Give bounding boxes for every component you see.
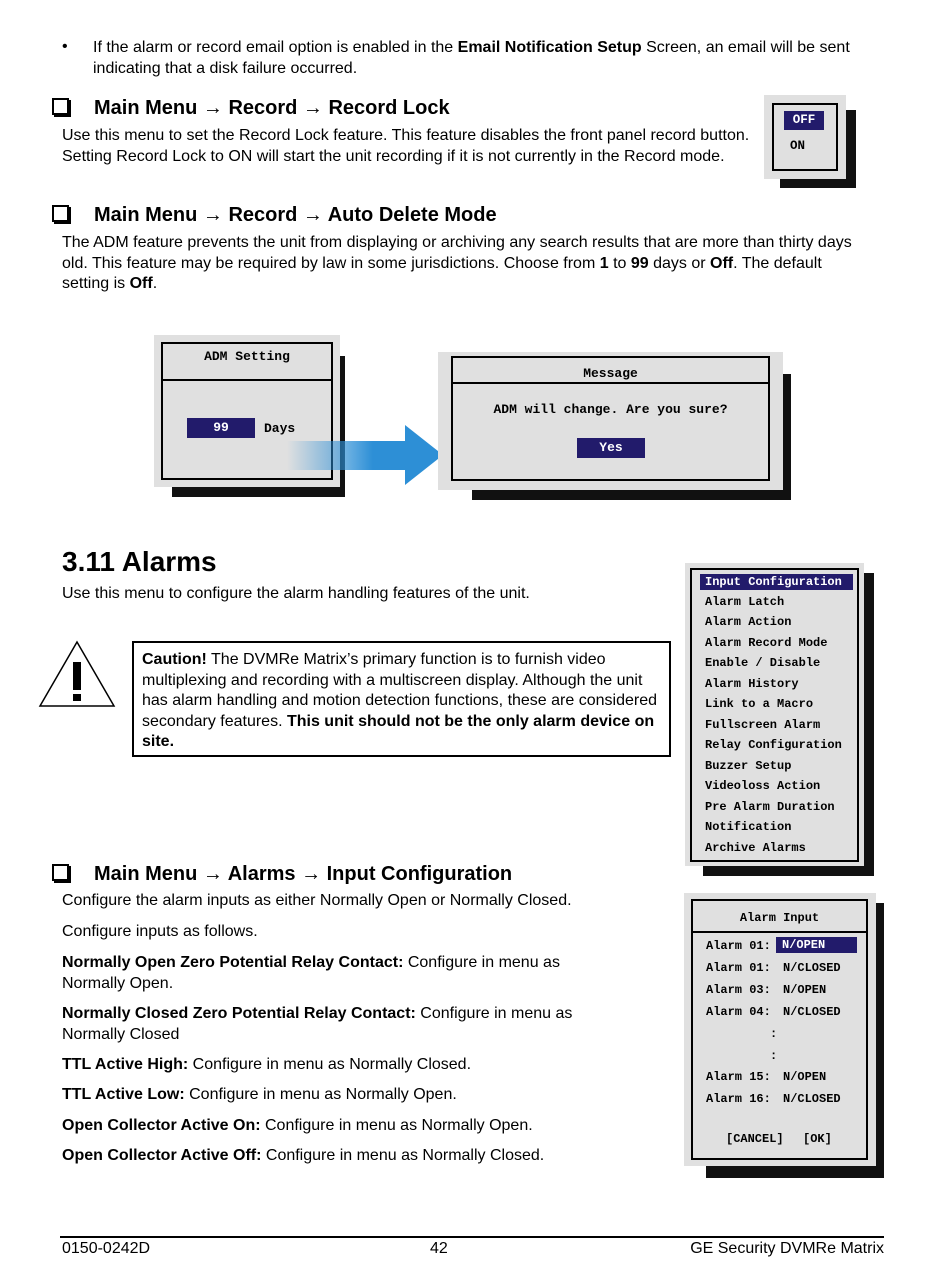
menu-item-fullscreen-alarm[interactable]: Fullscreen Alarm	[705, 718, 821, 732]
alarm-input-row-value[interactable]: N/CLOSED	[783, 961, 841, 975]
adm-setting-divider	[163, 379, 331, 381]
menu-item-enable-disable[interactable]: Enable / Disable	[705, 656, 821, 670]
menu-item-pre-alarm-duration[interactable]: Pre Alarm Duration	[705, 800, 835, 814]
menu-item-input-configuration[interactable]: Input Configuration	[700, 574, 853, 590]
cancel-button[interactable]: [CANCEL]	[726, 1132, 784, 1146]
message-dialog-title: Message	[583, 366, 638, 381]
alarm-input-ellipsis: :	[770, 1027, 778, 1041]
input-config-item: Normally Open Zero Potential Relay Contact: Configure in menu as Normally Open.	[62, 954, 560, 992]
alarm-input-row-value[interactable]: N/OPEN	[776, 937, 857, 953]
alarm-input-title: Alarm Input	[739, 911, 820, 925]
input-config-item: TTL Active Low: Configure in menu as Normally Open.	[62, 1086, 457, 1103]
footer-rule	[60, 1236, 884, 1238]
option-on[interactable]: ON	[790, 139, 806, 153]
alarm-input-row-label: Alarm 01:	[706, 961, 771, 975]
menu-item-relay-configuration[interactable]: Relay Configuration	[705, 738, 842, 752]
alarms-section-title: 3.11 Alarms	[62, 546, 217, 577]
adm-setting-title: ADM Setting	[204, 349, 290, 364]
alarms-intro: Use this menu to configure the alarm handling features of the unit.	[62, 585, 530, 602]
record-lock-heading: Main Menu → Record → Record Lock	[52, 96, 450, 120]
menu-item-alarm-latch[interactable]: Alarm Latch	[705, 595, 785, 609]
menu-item-link-to-macro[interactable]: Link to a Macro	[705, 697, 814, 711]
input-config-heading: Main Menu → Alarms → Input Configuration	[52, 862, 512, 886]
input-config-item: Open Collector Active Off: Configure in menu as Normally Closed.	[62, 1147, 545, 1164]
arrow-right-icon	[287, 425, 443, 485]
footer-product: GE Security DVMRe Matrix	[690, 1240, 884, 1257]
alarm-input-row-label: Alarm 01:	[706, 939, 771, 953]
record-lock-menu	[764, 95, 846, 179]
alarm-input-row-label: Alarm 16:	[706, 1092, 771, 1106]
message-dialog-divider	[453, 382, 768, 384]
alarm-menu-frame	[690, 568, 859, 862]
warning-icon	[38, 640, 116, 708]
menu-item-buzzer-setup[interactable]: Buzzer Setup	[705, 759, 792, 773]
yes-button[interactable]: Yes	[577, 438, 645, 458]
caution-text: Caution! The DVMRe Matrix’s primary function is to furnish video multiplexing and recording with a multiscreen display. Although the unit has alarm handling and motion detection functions, these are considered secondary features. This unit should not be the only alarm device on site.	[142, 651, 657, 750]
input-config-item: Open Collector Active On: Configure in menu as Normally Open.	[62, 1117, 533, 1134]
menu-item-alarm-record-mode[interactable]: Alarm Record Mode	[705, 636, 828, 650]
record-lock-body: Use this menu to set the Record Lock feature. This feature disables the front panel record button. Setting Record Lock to ON will start the unit recording if it is not currently in the Record mode.	[62, 127, 750, 165]
bullet-text: If the alarm or record email option is enabled in the Email Notification Setup Screen, an email will be sent indicating that a disk failure occurred.	[93, 39, 850, 77]
input-config-item: TTL Active High: Configure in menu as Normally Closed.	[62, 1056, 472, 1073]
ok-button[interactable]: [OK]	[803, 1132, 832, 1146]
caution-box	[132, 641, 671, 757]
option-off[interactable]: OFF	[784, 111, 824, 130]
alarm-input-divider	[693, 931, 866, 933]
adm-days-unit: Days	[264, 421, 296, 436]
menu-item-alarm-history[interactable]: Alarm History	[705, 677, 799, 691]
checkbox-icon	[52, 98, 69, 115]
input-config-item: Normally Closed Zero Potential Relay Contact: Configure in menu as Normally Closed	[62, 1005, 573, 1043]
footer-doc-number: 0150-0242D	[62, 1240, 151, 1257]
adm-days-value[interactable]: 99	[187, 418, 255, 438]
alarm-input-row-value[interactable]: N/CLOSED	[783, 1092, 841, 1106]
message-dialog-text: ADM will change. Are you sure?	[493, 402, 728, 417]
alarm-input-ellipsis: :	[770, 1049, 778, 1063]
alarm-menu	[685, 563, 864, 866]
input-config-line-2: Configure inputs as follows.	[62, 923, 258, 940]
alarm-input-row-value[interactable]: N/OPEN	[783, 1070, 827, 1084]
alarm-input-row-value[interactable]: N/CLOSED	[783, 1005, 841, 1019]
message-dialog	[438, 352, 783, 490]
checkbox-icon	[52, 205, 69, 222]
bullet-dot: •	[62, 38, 68, 55]
menu-item-notification[interactable]: Notification	[705, 820, 792, 834]
alarm-input-row-label: Alarm 15:	[706, 1070, 771, 1084]
auto-delete-heading: Main Menu → Record → Auto Delete Mode	[52, 203, 497, 227]
menu-item-videoloss-action[interactable]: Videoloss Action	[705, 779, 821, 793]
alarm-input-row-label: Alarm 03:	[706, 983, 771, 997]
alarm-input-row-label: Alarm 04:	[706, 1005, 771, 1019]
menu-item-alarm-action[interactable]: Alarm Action	[705, 615, 792, 629]
auto-delete-body: The ADM feature prevents the unit from displaying or archiving any search results that are more than thirty days old. This feature may be required by law in some jurisdictions. Choose from 1 to 99 days or Off. The default setting is Off.	[62, 234, 852, 292]
input-config-line-1: Configure the alarm inputs as either Normally Open or Normally Closed.	[62, 892, 572, 909]
alarm-input-panel	[684, 893, 876, 1166]
footer-page-number: 42	[430, 1240, 448, 1257]
checkbox-icon	[52, 864, 69, 881]
alarm-input-row-value[interactable]: N/OPEN	[783, 983, 827, 997]
menu-item-archive-alarms[interactable]: Archive Alarms	[705, 841, 806, 855]
